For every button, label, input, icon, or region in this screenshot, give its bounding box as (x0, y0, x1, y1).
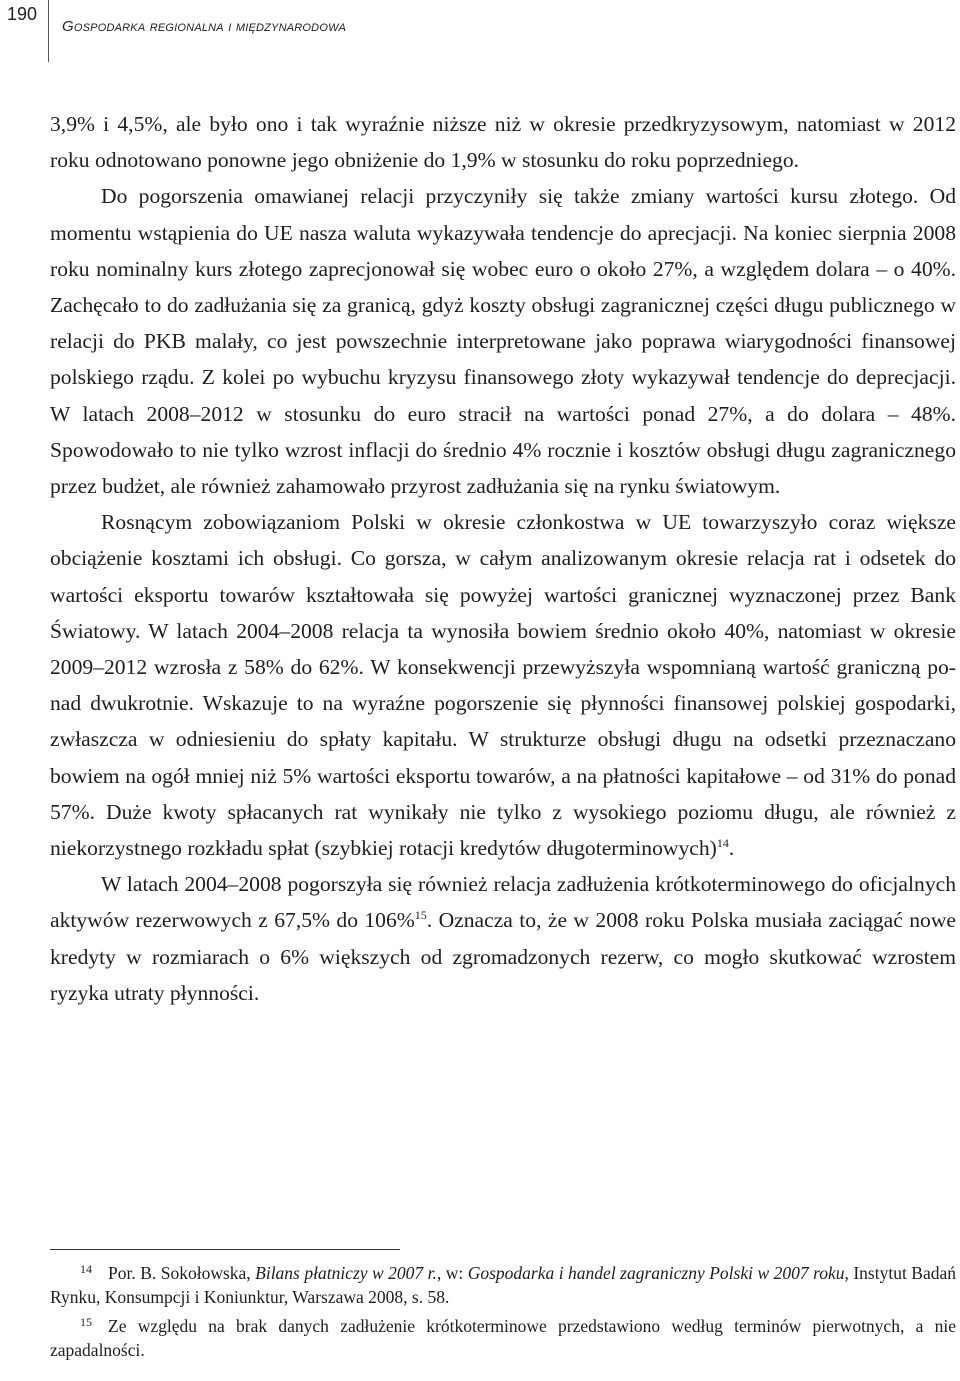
paragraph-2-text: Do pogorszenia omawianej relacji przyczyniły się także zmiany wartości kursu złotego. Od momentu wstąpienia do UE nasza waluta wykazywała tendencje do aprecjacji. Na koniec sierpnia 2008 roku nominalny kurs złotego zaprecjonował się wobec euro o około 27%, a względem dolara – o 40%. Zachęcało to do zadłużania się za granicą, gdyż koszty obsługi zagranicznej części długu publicznego w relacji do PKB malały, co jest powszechnie interpretowane jako poprawa wiarygodności finansowej polskiego rządu. Z kolei po wybuchu kryzysu finansowego złoty wykazywał tendencje do deprecjacji. W latach 2008–2012 w stosunku do euro stracił na wartości ponad 27%, a do dolara – 48%. Spowodowało to nie tylko wzrost inflacji do średnio 4% rocznie i kosztów obsługi długu zagranicznego przez budżet, ale również zahamowało przyrost zadłużania się na rynku światowym. (50, 184, 956, 499)
header-divider (48, 0, 49, 62)
footnote-14 (50, 1262, 956, 1309)
footnote-15-text: Ze względu na brak danych zadłużenie krótkoterminowe przedstawiono według terminów pierwotnych, a nie zapadalności. (50, 1316, 956, 1360)
paragraph-3-tail: . (728, 836, 735, 861)
footnote-14-prefix: Por. B. Sokołowska, (108, 1263, 256, 1283)
paragraph-4-text: W latach 2004–2008 pogorszyła się również relacja zadłużenia krótkoterminowego do oficjalnych aktywów rezerwowych z 67,5% do 106% (50, 872, 956, 933)
running-head: Gospodarka regionalna i międzynarodowa (62, 18, 346, 35)
paragraph-4 (50, 866, 956, 1011)
footnote-15 (50, 1315, 956, 1362)
page-number: 190 (6, 4, 38, 24)
body-text (50, 106, 956, 1011)
footnote-14-suffix: , Instytut Badań Rynku, Konsumpcji i Koniunktur, Warszawa 2008, s. 58. (50, 1263, 957, 1307)
footnote-divider (50, 1249, 400, 1250)
footnote-ref-15[interactable]: 15 (414, 908, 427, 923)
footnote-number: 14 (80, 1262, 92, 1276)
footnote-14-source-title: Gospodarka i handel zagraniczny Polski w 2007 roku (467, 1263, 845, 1283)
paragraph-4-tail: . Oznacza to, że w 2008 roku Polska musiała zaciągać nowe kredyty w rozmiarach o 6% większych od zgromadzonych rezerw, co mogło skutkować wzrostem ryzyka utraty płynności. (50, 908, 956, 1005)
footnotes (50, 1262, 956, 1368)
paragraph-2 (50, 178, 956, 504)
footnote-number: 15 (80, 1315, 92, 1329)
paragraph-3 (50, 504, 956, 866)
paragraph-1-text: 3,9% i 4,5%, ale było ono i tak wyraźnie niższe niż w okresie przedkryzysowym, natomiast w 2012 roku odnotowano ponowne jego obniżenie do 1,9% w stosunku do roku poprzedniego. (50, 112, 956, 173)
footnote-ref-14[interactable]: 14 (716, 836, 729, 851)
paragraph-3-text: Rosnącym zobowiązaniom Polski w okresie członkostwa w UE towarzyszyło coraz większe obciążenie kosztami ich obsługi. Co gorsza, w całym analizowanym okresie relacja rat i odsetek do wartości eksportu towarów kształtowała się powyżej wartości granicznej wyznaczonej przez Bank Światowy. W latach 2004–2008 relacja ta wynosiła bowiem średnio około 40%, natomiast w okresie 2009–2012 wzrosła z 58% do 62%. W konsekwencji przewyższyła wspomnianą wartość graniczną ponad dwukrotnie. Wskazuje to na wyraźne pogorszenie się płynności finansowej polskiej gospodarki, zwłaszcza w odniesieniu do spłaty kapitału. W strukturze obsługi długu na odsetki przeznaczano bowiem na ogół mniej niż 5% wartości eksportu towarów, a na płatności kapitałowe – od 31% do ponad 57%. Duże kwoty spłacanych rat wynikały nie tylko z wysokiego poziomu długu, ale również z niekorzystnego rozkładu spłat (szybkiej rotacji kredytów długoterminowych) (50, 510, 956, 861)
footnote-14-mid: , w: (436, 1263, 468, 1283)
footnote-14-title: Bilans płatniczy w 2007 r. (255, 1263, 437, 1283)
paragraph-1 (50, 106, 956, 178)
